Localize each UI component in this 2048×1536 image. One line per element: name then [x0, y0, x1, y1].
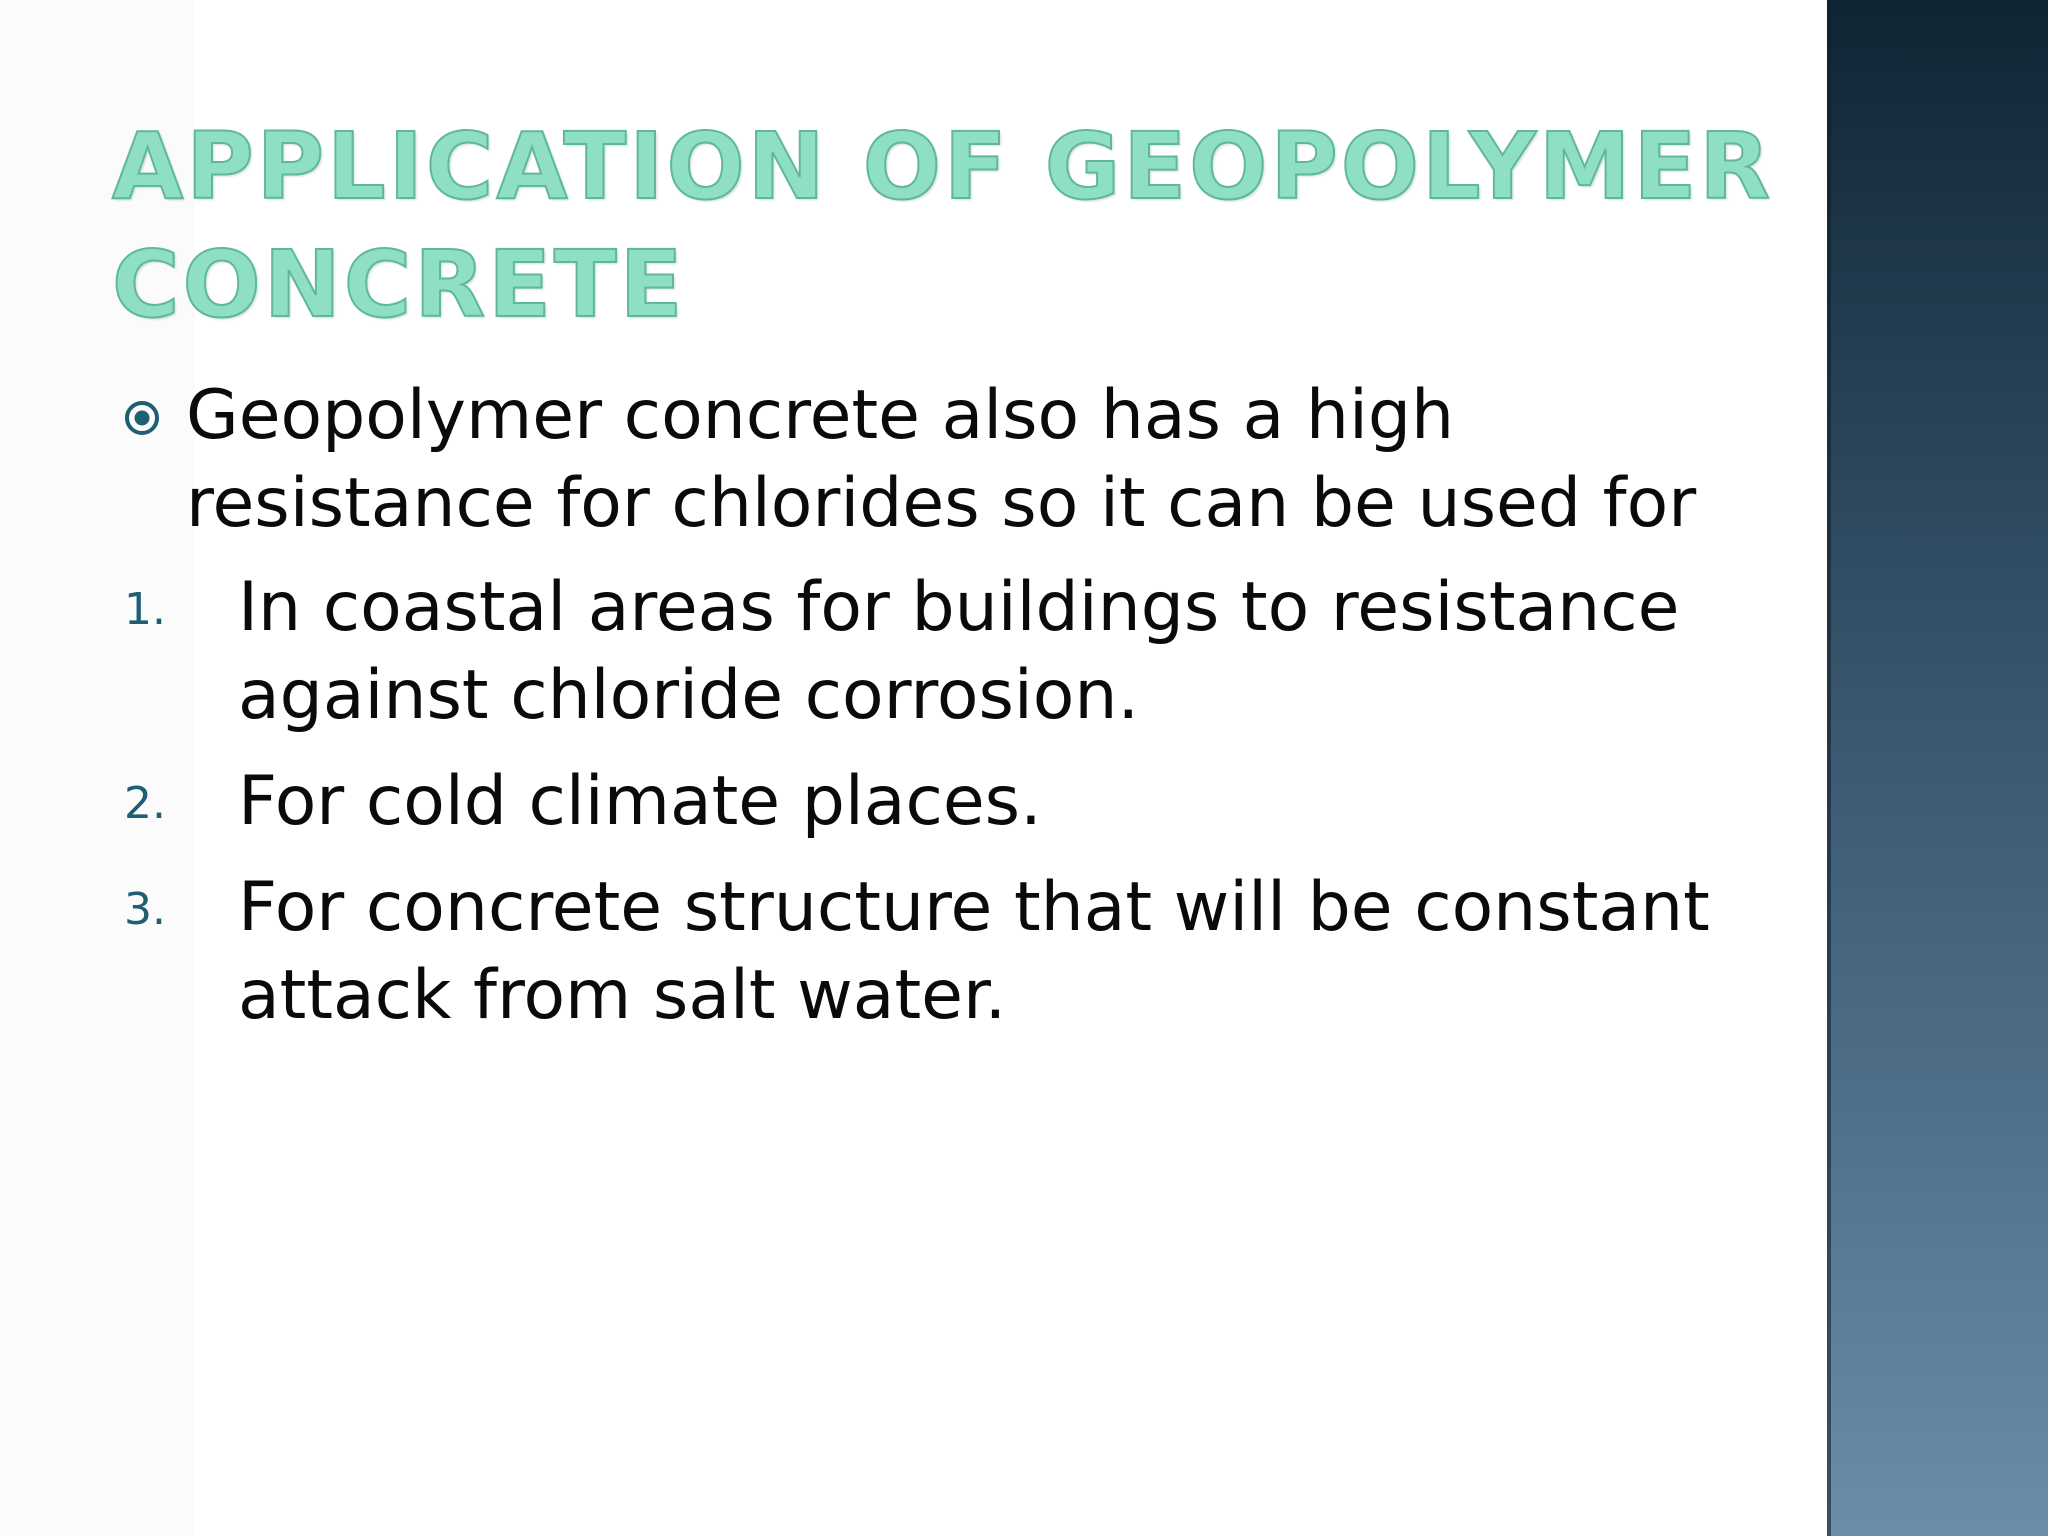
slide-title: APPLICATION OF GEOPOLYMER CONCRETE	[112, 113, 1774, 338]
side-panel-edge	[1827, 0, 1831, 1536]
intro-bullet	[122, 372, 1742, 548]
list-item-text: For cold climate places.	[238, 762, 1042, 841]
slide-body	[122, 372, 1742, 1058]
list-item-number: 3.	[124, 884, 166, 935]
list-item	[122, 564, 1742, 740]
intro-text: Geopolymer concrete also has a high resistance for chlorides so it can be used for	[186, 376, 1697, 543]
numbered-list	[122, 564, 1742, 1040]
list-item-text: For concrete structure that will be constant attack from salt water.	[238, 868, 1710, 1035]
list-item	[122, 864, 1742, 1040]
list-item	[122, 758, 1742, 846]
list-item-text: In coastal areas for buildings to resistance against chloride corrosion.	[238, 568, 1680, 735]
list-item-number: 2.	[124, 778, 166, 829]
list-item-number: 1.	[124, 584, 166, 635]
decorative-side-panel	[1827, 0, 2048, 1536]
circled-dot-icon	[124, 400, 160, 436]
